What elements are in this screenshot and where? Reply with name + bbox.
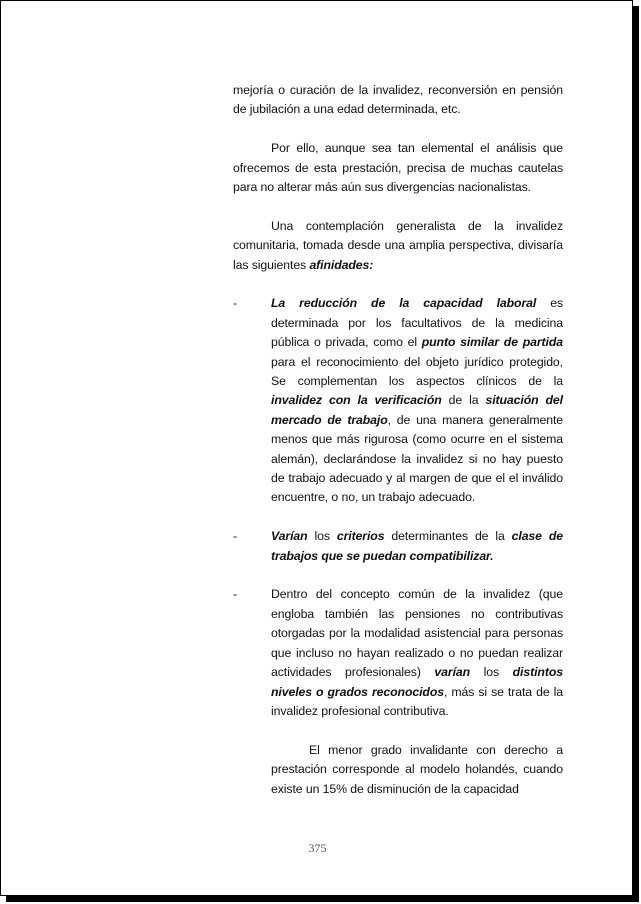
text-run: los bbox=[470, 665, 513, 680]
emphasis: clase de trabajos que se puedan compatibilizar. bbox=[271, 529, 563, 563]
paragraph-afinidades-text: Una contemplación generalista de la invalidez comunitaria, tomada desde una amplia perspectiva, divisaría las siguientes bbox=[233, 218, 563, 272]
page-shadow-bottom bbox=[6, 896, 639, 902]
list-item-text bbox=[271, 527, 563, 566]
list-item-text bbox=[271, 585, 563, 721]
emphasis: La reducción de la capacidad laboral bbox=[271, 296, 537, 311]
emphasis: invalidez con la verificación bbox=[271, 393, 442, 408]
list-bullet: - bbox=[233, 529, 237, 544]
list-item-text bbox=[271, 294, 563, 507]
text-run: , más si se trata de la invalidez profesional contributiva. bbox=[271, 684, 563, 718]
document-body bbox=[233, 81, 563, 799]
text-run: los bbox=[307, 529, 337, 544]
text-run: , de una manera generalmente menos que más rigurosa (como ocurre en el sistema alemán), declarándose la invalidez si no hay puesto de trabajo adecuado y al margen de que el el inválido encuentre, o no, un trabajo adecuado. bbox=[271, 412, 564, 505]
emphasis: punto similar de partida bbox=[421, 335, 563, 350]
text-run: Dentro del concepto común de la invalidez (que engloba también las pensiones no contributivas otorgadas por la modalidad asistencial para personas que incluso no hayan realizado o no puedan realizar actividades profesionales) bbox=[271, 587, 563, 680]
list-item-niveles bbox=[233, 585, 563, 721]
emphasis: criterios bbox=[336, 529, 385, 544]
text-run: es determinada por los facultativos de la medicina pública o privada, como el bbox=[271, 296, 563, 350]
paragraph-afinidades-emphasis: afinidades: bbox=[309, 257, 374, 272]
emphasis: situación del mercado de trabajo bbox=[271, 393, 563, 427]
text-run: determinantes de la bbox=[384, 529, 512, 544]
list-item-criterios bbox=[233, 527, 563, 566]
list-item-capacidad-laboral bbox=[233, 294, 563, 507]
paragraph-afinidades bbox=[233, 217, 563, 275]
paragraph-cautelas: Por ello, aunque sea tan elemental el análisis que ofrecemos de esta prestación, precisa de muchas cautelas para no alterar más aún sus divergencias nacionalistas. bbox=[233, 141, 563, 195]
page-number: 375 bbox=[308, 841, 327, 855]
list-bullet: - bbox=[233, 296, 237, 311]
text-run: para el reconocimiento del objeto jurídico protegido, Se complementan los aspectos clínicos de la bbox=[271, 354, 563, 389]
emphasis: Varían bbox=[271, 529, 308, 544]
paragraph-continuation: mejoría o curación de la invalidez, reconversión en pensión de jubilación a una edad determinada, etc. bbox=[233, 83, 563, 117]
paragraph-modelo-holandes: El menor grado invalidante con derecho a prestación corresponde al modelo holandés, cuando existe un 15% de disminución de la capacidad bbox=[271, 742, 563, 796]
emphasis: varían bbox=[434, 665, 471, 680]
emphasis: distintos niveles o grados reconocidos bbox=[271, 665, 563, 699]
page-shadow-right bbox=[633, 6, 639, 902]
text-run: de la bbox=[441, 393, 486, 408]
list-bullet: - bbox=[233, 587, 237, 602]
